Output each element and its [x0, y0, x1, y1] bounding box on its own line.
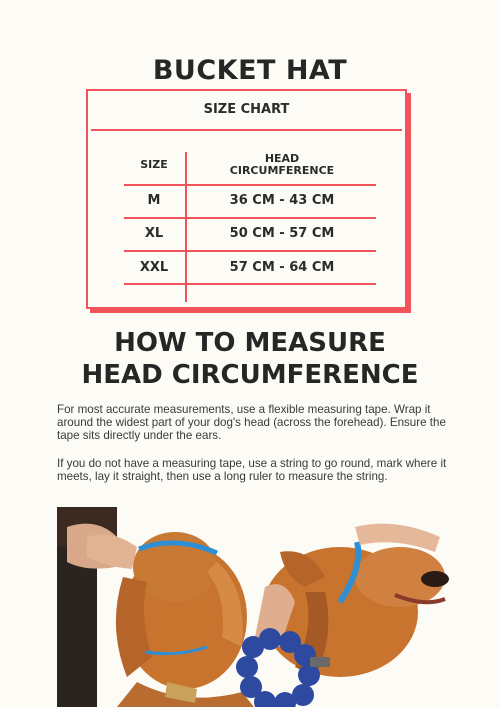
- row-divider: [124, 283, 376, 285]
- measure-heading-line1: HOW TO MEASURE: [114, 328, 386, 358]
- page-title: BUCKET HAT: [152, 55, 348, 86]
- size-chart-column-divider: [185, 152, 187, 302]
- instruction-paragraph-2: If you do not have a measuring tape, use a string to go round, mark where it meets, lay it straight, then use a long ruler to measure the string.: [57, 457, 447, 483]
- size-chart: [86, 89, 407, 309]
- photo-measuring-front: [225, 507, 475, 707]
- size-chart-header: SIZE CHART: [203, 102, 290, 117]
- size-chart-header-divider: [91, 129, 402, 131]
- range-cell: 36 CM - 43 CM: [229, 193, 335, 208]
- measure-heading: [0, 327, 500, 391]
- row-divider: [124, 250, 376, 252]
- range-cell: 50 CM - 57 CM: [229, 226, 335, 241]
- size-cell: M: [147, 193, 161, 208]
- column-header-circumference-line1: HEAD: [264, 152, 300, 165]
- column-header-size: SIZE: [140, 158, 168, 171]
- measure-heading-line2: HEAD CIRCUMFERENCE: [81, 360, 419, 390]
- instruction-paragraph-1: For most accurate measurements, use a flexible measuring tape. Wrap it around the widest part of your dog's head (across the forehead). Ensure the tape sits directly under the ears.: [57, 403, 446, 442]
- size-cell: XL: [144, 226, 164, 241]
- dog-measuring-illustration-right: [225, 507, 475, 707]
- column-header-circumference: [188, 153, 376, 177]
- column-header-circumference-line2: CIRCUMFERENCE: [229, 164, 335, 177]
- range-cell: 57 CM - 64 CM: [229, 260, 335, 275]
- row-divider: [124, 184, 376, 186]
- size-cell: XXL: [139, 260, 169, 275]
- row-divider: [124, 217, 376, 219]
